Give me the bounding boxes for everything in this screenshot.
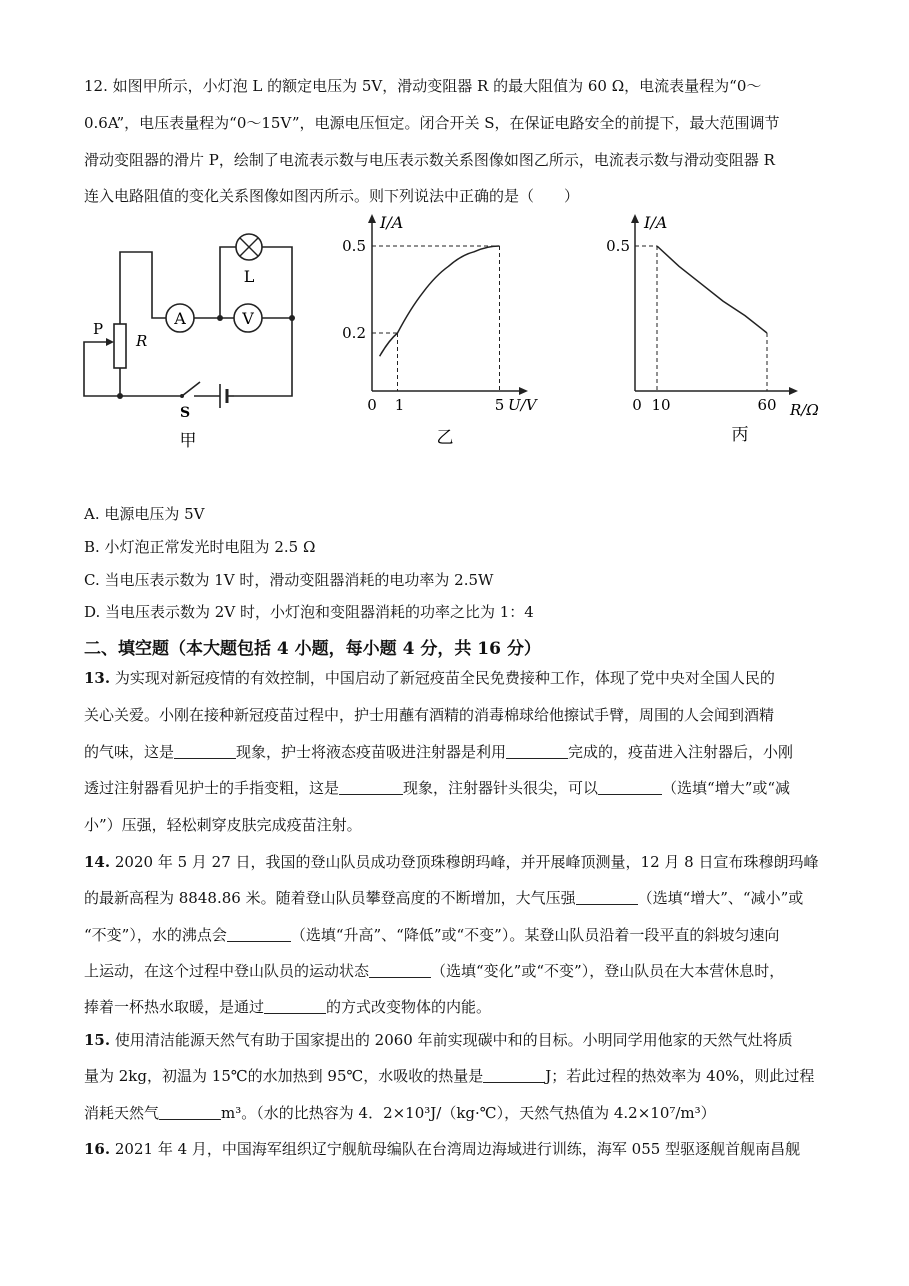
question-text: 2020 年 5 月 27 日，我国的登山队员成功登顶珠穆朗玛峰，并开展峰顶测量，12 月 8 日宣布珠穆朗玛峰 xyxy=(110,853,819,871)
q12-option-b: B. 小灯泡正常发光时电阻为 2.5 Ω xyxy=(84,538,316,556)
question-text: J；若此过程的热效率为 40%，则此过程 xyxy=(545,1067,815,1085)
question-text: m³。（水的比热容为 4．2×10³J/（kg·℃），天然气热值为 4.2×10⁷/m³） xyxy=(221,1104,716,1122)
ir-curve xyxy=(657,246,767,333)
q12-option-d: D. 当电压表示数为 2V 时，小灯泡和变阻器消耗的功率之比为 1：4 xyxy=(84,603,534,621)
answer-blank[interactable] xyxy=(598,780,662,795)
slider-label: P xyxy=(92,320,104,338)
q12-option-c: C. 当电压表示数为 1V 时，滑动变阻器消耗的电功率为 2.5W xyxy=(84,571,494,589)
question-text: 的方式改变物体的内能。 xyxy=(326,998,492,1016)
question-text: 的最新高程为 8848.86 米。随着登山队员攀登高度的不断增加，大气压强 xyxy=(84,889,576,907)
question-text: （选填“增大”或“减 xyxy=(662,779,791,797)
q13-line xyxy=(84,668,775,688)
yi-ytick-0.2: 0.2 xyxy=(342,324,366,342)
answer-blank[interactable] xyxy=(264,999,326,1014)
question-text: 的气味，这是 xyxy=(84,743,175,761)
question-number: 15. xyxy=(84,1031,111,1049)
yi-ylabel: I/A xyxy=(380,213,404,232)
question-text: 使用清洁能源天然气有助于国家提出的 2060 年前实现碳中和的目标。小明同学用他家的天然气灶将质 xyxy=(110,1031,793,1049)
q15-line xyxy=(84,1103,716,1123)
yi-xlabel: U/V xyxy=(508,396,537,414)
yi-xtick-5: 5 xyxy=(494,396,505,414)
question-text: 透过注射器看见护士的手指变粗，这是 xyxy=(84,779,340,797)
rheostat xyxy=(93,320,147,368)
q14-line xyxy=(84,888,803,908)
q16-line xyxy=(84,1139,800,1159)
q13-line xyxy=(84,778,790,798)
question-number: 13. xyxy=(84,669,111,687)
q13-line xyxy=(84,815,362,835)
figure-caption-bing: 丙 xyxy=(731,425,749,445)
q12-line-1: 12. 如图甲所示，小灯泡 L 的额定电压为 5V，滑动变阻器 R 的最大阻值为 60 Ω，电流表量程为“0～ xyxy=(84,77,762,95)
question-text: “不变”），水的沸点会 xyxy=(84,926,227,944)
q12-line-2: 0.6A”，电压表量程为“0～15V”，电源电压恒定。闭合开关 S，在保证电路安全的前提下，最大范围调节 xyxy=(84,114,780,132)
question-text: 现象，护士将液态疫苗吸进注射器是利用 xyxy=(236,743,507,761)
q14-line xyxy=(84,925,779,945)
answer-blank[interactable] xyxy=(506,744,568,759)
switch-label: S xyxy=(179,405,191,421)
yi-xtick-1: 1 xyxy=(394,396,405,414)
bing-origin: 0 xyxy=(632,396,642,414)
voltmeter-label: V xyxy=(242,309,254,328)
bing-ytick-0.5: 0.5 xyxy=(606,237,630,255)
answer-blank[interactable] xyxy=(483,1068,545,1083)
question-text: （选填“升高”、“降低”或“不变”）。某登山队员沿着一段平直的斜坡匀速向 xyxy=(290,926,780,944)
answer-blank[interactable] xyxy=(369,963,431,978)
yi-origin: 0 xyxy=(367,396,377,414)
rheostat-label: R xyxy=(136,332,148,350)
question-text: 量为 2kg，初温为 15℃的水加热到 95℃，水吸收的热量是 xyxy=(84,1067,484,1085)
circuit-diagram xyxy=(70,222,310,452)
q15-line xyxy=(84,1066,814,1086)
ammeter xyxy=(166,304,194,332)
question-text: 消耗天然气 xyxy=(84,1104,160,1122)
iu-chart xyxy=(330,208,560,458)
question-text: 现象，注射器针头很尖，可以 xyxy=(403,779,599,797)
question-text: 为实现对新冠疫情的有效控制，中国启动了新冠疫苗全民免费接种工作，体现了党中央对全国人民的 xyxy=(110,669,775,687)
q13-line xyxy=(84,705,774,725)
answer-blank[interactable] xyxy=(159,1105,221,1120)
figure-caption-jia: 甲 xyxy=(179,431,197,451)
q13-line xyxy=(84,742,793,762)
question-number: 16. xyxy=(84,1140,111,1158)
answer-blank[interactable] xyxy=(339,780,403,795)
figure-caption-yi: 乙 xyxy=(436,428,454,448)
bing-xlabel: R/Ω xyxy=(790,401,819,419)
ammeter-label: A xyxy=(174,309,186,328)
voltmeter xyxy=(234,304,262,332)
question-text: （选填“增大”、“减小”或 xyxy=(637,889,804,907)
bing-ylabel: I/A xyxy=(644,213,668,232)
question-text: 捧着一杯热水取暖，是通过 xyxy=(84,998,265,1016)
answer-blank[interactable] xyxy=(174,744,236,759)
yi-ytick-0.5: 0.5 xyxy=(342,237,366,255)
section-title: 二、填空题（本大题包括 4 小题，每小题 4 分，共 16 分） xyxy=(84,639,541,659)
question-text: 2021 年 4 月，中国海军组织辽宁舰航母编队在台湾周边海域进行训练，海军 055 型驱逐舰首舰南昌舰 xyxy=(110,1140,801,1158)
ir-chart xyxy=(600,208,840,458)
answer-blank[interactable] xyxy=(576,890,638,905)
lamp-label: L xyxy=(243,267,255,286)
q15-line xyxy=(84,1030,793,1050)
lamp xyxy=(236,234,262,286)
question-text: （选填“变化”或“不变”），登山队员在大本营休息时， xyxy=(431,962,785,980)
q14-line xyxy=(84,961,784,981)
battery xyxy=(220,384,234,408)
question-text: 完成的，疫苗进入注射器后，小刚 xyxy=(568,743,794,761)
switch xyxy=(180,382,200,421)
question-text: 关心关爱。小刚在接种新冠疫苗过程中，护士用蘸有酒精的消毒棉球给他擦试手臂，周围的人会闻到酒精 xyxy=(84,706,775,724)
bing-xtick-60: 60 xyxy=(757,396,777,414)
q12-line-4: 连入电路阻值的变化关系图像如图丙所示。则下列说法中正确的是（ ） xyxy=(84,187,580,205)
question-number: 14. xyxy=(84,853,111,871)
answer-blank[interactable] xyxy=(227,927,291,942)
q14-line xyxy=(84,997,491,1017)
q14-line xyxy=(84,852,818,872)
iu-curve xyxy=(380,246,500,356)
bing-xtick-10: 10 xyxy=(651,396,671,414)
q12-line-3: 滑动变阻器的滑片 P，绘制了电流表示数与电压表示数关系图像如图乙所示，电流表示数与滑动变阻器 R xyxy=(84,151,775,169)
q12-option-a: A. 电源电压为 5V xyxy=(84,505,205,523)
question-text: 小”）压强，轻松刺穿皮肤完成疫苗注射。 xyxy=(84,816,362,834)
question-text: 上运动，在这个过程中登山队员的运动状态 xyxy=(84,962,370,980)
